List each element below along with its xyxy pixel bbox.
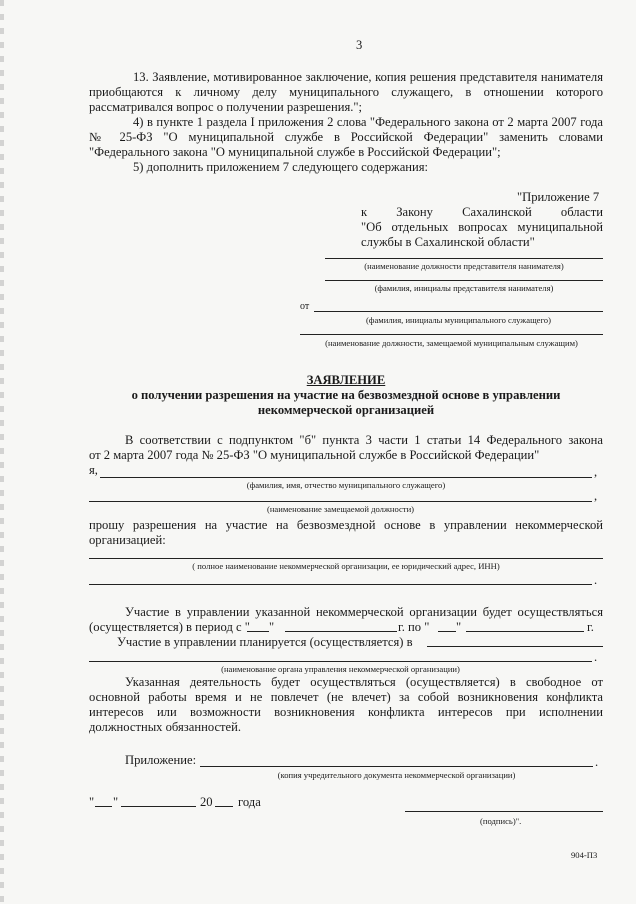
free-time-line2: основной работы время и не повлечет (не влечет) за собой возникновения конфликта xyxy=(89,690,603,704)
date-day-line xyxy=(95,806,112,807)
org-caption: ( полное наименование некоммерческой организации, ее юридический адрес, ИНН) xyxy=(192,561,500,571)
date-year-word: года xyxy=(238,795,261,809)
appendix-line4: службы в Сахалинской области" xyxy=(361,235,535,249)
position-line xyxy=(89,501,592,502)
period-from-label: (осуществляется) в период с " xyxy=(89,620,250,634)
appendix-line2: к Закону Сахалинской области xyxy=(361,205,603,219)
attachment-dot: . xyxy=(595,755,599,769)
period-from-day-line xyxy=(247,631,269,632)
period-to-label: г. по " xyxy=(398,620,430,634)
addressee-caption-2: (фамилия, инициалы представителя нанимателя) xyxy=(374,283,554,293)
attachment-caption: (копия учредительного документа некоммерческой организации) xyxy=(277,770,516,780)
amend-p4-line3: "Федерального закона "О муниципальной службе в Российской Федерации"; xyxy=(89,145,501,159)
period-from-month-line xyxy=(285,631,397,632)
governing-body-caption: (наименование органа управления некоммерческой организации) xyxy=(221,664,460,674)
org-line-1 xyxy=(89,558,603,559)
amend-p4-line2: № 25-ФЗ "О муниципальной службе в Российской Федерации" заменить словами xyxy=(89,130,603,144)
addressee-line-1 xyxy=(325,258,603,259)
org-line-2 xyxy=(89,584,592,585)
fio-line xyxy=(100,477,592,478)
period-to-quote: " xyxy=(456,620,462,634)
appendix-line3: "Об отдельных вопросах муниципальной xyxy=(361,220,603,234)
period-from-quote: " xyxy=(269,620,275,634)
addressee-line-4 xyxy=(300,334,603,335)
period-year-suffix: г. xyxy=(587,620,594,634)
date-year-prefix: 20 xyxy=(200,795,213,809)
period-to-day-line xyxy=(438,631,456,632)
appendix-title: "Приложение 7 xyxy=(517,190,600,204)
addressee-caption-3: (фамилия, инициалы муниципального служащего) xyxy=(366,315,551,325)
addressee-line-2 xyxy=(325,280,603,281)
participation-line1: Участие в управлении указанной некоммерческой организации будет осуществляться xyxy=(125,605,603,619)
period-to-month-line xyxy=(466,631,584,632)
amend-p13-line3: рассматривался вопрос о получении разрешения."; xyxy=(89,100,363,114)
form-title: ЗАЯВЛЕНИЕ xyxy=(306,373,386,387)
request-line1: прошу разрешения на участие на безвозмездной основе в управлении некоммерческой xyxy=(89,518,603,532)
addressee-from: от xyxy=(300,301,310,312)
position-caption: (наименование замещаемой должности) xyxy=(266,504,415,514)
amend-p13-line1: 13. Заявление, мотивированное заключение, копия решения представителя нанимателя xyxy=(133,70,603,84)
amend-p5: 5) дополнить приложением 7 следующего содержания: xyxy=(133,160,429,174)
intro-line2: от 2 марта 2007 года № 25-ФЗ "О муниципальной службе в Российской Федерации" xyxy=(89,448,540,462)
free-time-line4: должностных обязанностей. xyxy=(89,720,242,734)
pronoun-ya: я, xyxy=(89,463,98,477)
form-subtitle-line1: о получении разрешения на участие на безвозмездной основе в управлении xyxy=(131,388,561,402)
attachment-line xyxy=(200,766,593,767)
addressee-caption-1: (наименование должности представителя нанимателя) xyxy=(364,261,564,271)
intro-line1: В соответствии с подпунктом "б" пункта 3 части 1 статьи 14 Федерального закона xyxy=(125,433,603,447)
document-code: 904-П3 xyxy=(571,850,598,860)
date-quote-close: " xyxy=(113,795,119,809)
page-number: 3 xyxy=(356,38,363,52)
signature-line xyxy=(405,811,603,812)
form-subtitle-line2: некоммерческой организацией xyxy=(257,403,435,417)
signature-caption: (подпись)". xyxy=(480,816,522,826)
planned-body-label: Участие в управлении планируется (осуществляется) в xyxy=(117,635,413,649)
planned-body-dot: . xyxy=(594,650,598,664)
date-year-line xyxy=(215,806,233,807)
amend-p4-line1: 4) в пункте 1 раздела I приложения 2 слова "Федерального закона от 2 марта 2007 года xyxy=(133,115,603,129)
planned-body-line-2 xyxy=(89,661,592,662)
request-line2: организацией: xyxy=(89,533,166,547)
free-time-line1: Указанная деятельность будет осуществляться (осуществляется) в свободное от xyxy=(125,675,603,689)
position-comma: , xyxy=(594,489,598,503)
free-time-line3: интересов или возможности возникновения конфликта интересов при исполнении xyxy=(89,705,603,719)
date-quote-open: " xyxy=(89,795,95,809)
date-month-line xyxy=(121,806,196,807)
org-dot: . xyxy=(594,573,598,587)
addressee-line-3 xyxy=(314,311,603,312)
amend-p13-line2: приобщаются к личному делу муниципального служащего, в отношении которого xyxy=(89,85,603,99)
addressee-caption-4: (наименование должности, замещаемой муниципальным служащим) xyxy=(325,338,578,348)
fio-comma: , xyxy=(594,465,598,479)
planned-body-line-1 xyxy=(427,646,603,647)
scan-edge xyxy=(0,0,4,904)
fio-caption: (фамилия, имя, отчество муниципального служащего) xyxy=(246,480,446,490)
attachment-label: Приложение: xyxy=(125,753,197,767)
